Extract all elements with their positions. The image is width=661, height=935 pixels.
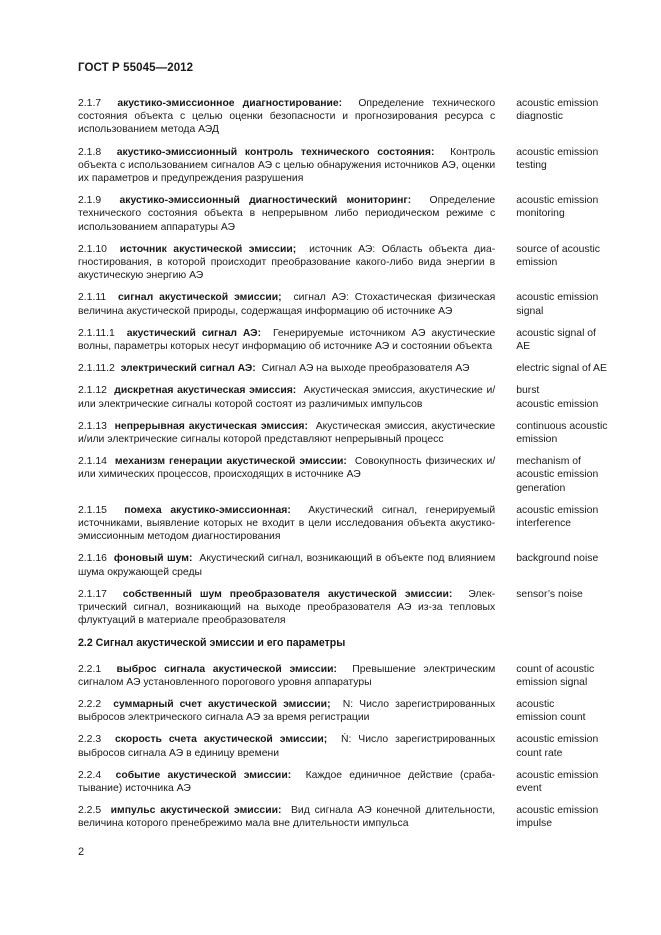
- term-name: скорость счета акустической эмиссии;: [114, 734, 328, 746]
- term-name: источник акустической эмиссии;: [119, 243, 297, 255]
- term-number: 2.2.2: [78, 698, 102, 710]
- term-entry: [78, 552, 634, 578]
- english-equivalent: acoustic emission impulse: [516, 805, 599, 830]
- section-heading: 2.2 Сигнал акустической эмиссии и его параметры: [78, 636, 346, 649]
- term-number: 2.1.13: [78, 420, 107, 432]
- english-equivalent: electric signal of AE: [516, 363, 607, 375]
- english-equivalent: acoustic emission count rate: [516, 734, 599, 759]
- term-definition: [78, 384, 495, 410]
- term-entry: [78, 769, 634, 795]
- term-definition: [78, 362, 495, 375]
- term-number: 2.2.4: [78, 769, 102, 781]
- term-definition: [78, 327, 495, 353]
- terms-list-1: [78, 97, 634, 628]
- term-definition: [78, 804, 495, 830]
- term-entry: [78, 698, 634, 724]
- english-equivalent: acoustic emission interference: [516, 504, 599, 530]
- terms-list-2: [78, 663, 634, 831]
- term-definition: [78, 504, 495, 544]
- term-entry: [78, 146, 634, 186]
- term-text: Превышение электрическим сигналом АЭ установленного порогового уровня аппаратуры: [78, 663, 496, 688]
- term-definition: [78, 698, 495, 724]
- english-equivalent: source of acoustic emission: [516, 243, 600, 269]
- term-number: 2.2.5: [78, 805, 102, 817]
- term-text: Электрический сигнал, возникающий на выходе преобразователя АЭ из-за тепловых флуктуаций в материале преобразователя: [78, 588, 496, 627]
- term-text: сигнал АЭ: Стохастическая физическая величина акустической природы, содержащая информацию об источнике АЭ: [78, 292, 496, 317]
- term-number: 2.1.9: [78, 195, 102, 207]
- term-entry: [78, 733, 634, 759]
- term-definition: [78, 420, 495, 446]
- term-text: Вид сигнала АЭ конечной длительности, величина которого пренебрежимо мала вне длительности импульса: [78, 805, 496, 830]
- term-number: 2.1.12: [78, 385, 107, 397]
- term-name: акустико-эмиссионный диагностический мониторинг:: [119, 195, 412, 207]
- term-number: 2.2.1: [78, 663, 102, 675]
- english-equivalent: acoustic emission diagnostic: [516, 98, 599, 123]
- term-entry: [78, 291, 634, 317]
- term-definition: [78, 243, 495, 283]
- term-text: Каждое единичное действие (срабатывание) источника АЭ: [78, 769, 496, 794]
- english-equivalent: acoustic emission testing: [516, 146, 599, 171]
- term-text: Акустическая эмиссия, акустические и/или электрические сигналы которой состоят из различимых импульсов: [78, 385, 496, 410]
- english-equivalent: mechanism of acoustic emission generation: [516, 456, 599, 494]
- term-name: акустический сигнал АЭ:: [126, 327, 262, 339]
- term-definition: [78, 588, 495, 628]
- term-name: дискретная акустическая эмиссия:: [114, 385, 297, 397]
- term-entry: [78, 194, 634, 234]
- term-number: 2.1.8: [78, 146, 102, 158]
- term-definition: [78, 194, 495, 234]
- term-name: импульс акустической эмиссии:: [110, 805, 282, 817]
- term-name: помеха акустико-эмиссионная:: [124, 504, 291, 516]
- term-definition: [78, 769, 495, 795]
- term-entry: [78, 804, 634, 830]
- term-number: 2.1.15: [78, 504, 107, 516]
- term-entry: [78, 663, 634, 689]
- english-equivalent: sensor’s noise: [516, 588, 583, 600]
- term-entry: [78, 420, 634, 446]
- term-text: Акустический сигнал, возникающий в объекте под влиянием шума окружающей среды: [78, 553, 496, 578]
- term-name: собственный шум преобразователя акустической эмиссии:: [122, 588, 453, 600]
- document-header: ГОСТ Р 55045—2012: [78, 62, 194, 74]
- term-name: событие акустической эмиссии:: [115, 769, 292, 781]
- term-definition: [78, 146, 495, 186]
- term-entry: [78, 504, 634, 544]
- term-number: 2.1.11: [78, 292, 107, 304]
- term-number: 2.2.3: [78, 734, 102, 746]
- term-name: выброс сигнала акустической эмиссии:: [116, 663, 337, 675]
- term-text: Совокупность физических и/или химических процессов, происходящих в источнике АЭ: [78, 456, 496, 481]
- english-equivalent: acoustic emission event: [516, 769, 599, 794]
- english-equivalent: continuous acoustic emission: [516, 420, 608, 446]
- term-text: Генерируемые источником АЭ акустические волны, параметры которых несут информацию об источнике АЭ и состоянии объекта: [78, 327, 496, 353]
- english-equivalent: count of acoustic emission signal: [516, 663, 595, 688]
- term-definition: [78, 733, 495, 759]
- english-equivalent: background noise: [516, 553, 599, 565]
- term-definition: [78, 291, 495, 317]
- term-entry: [78, 362, 634, 375]
- term-name: суммарный счет акустической эмиссии;: [113, 698, 331, 710]
- term-number: 2.1.7: [78, 98, 102, 109]
- term-entry: [78, 97, 634, 137]
- term-text: Акустический сигнал, генерируемый источниками, выявление которых не входит в цели исследования объекта акустико-эмиссионным методом диагностирования: [78, 504, 496, 543]
- english-equivalent: acoustic emission monitoring: [516, 195, 599, 220]
- term-number: 2.1.11.1: [78, 327, 115, 339]
- term-definition: [78, 663, 495, 689]
- term-number: 2.1.17: [78, 588, 107, 600]
- term-text: Акустическая эмиссия, акустические и/или электрические сигналы которой представляют непрерывный процесс: [78, 420, 496, 446]
- term-name: фоновый шум:: [113, 553, 193, 565]
- term-name: механизм генерации акустической эмиссии:: [114, 456, 347, 468]
- term-entry: [78, 588, 634, 628]
- term-number: 2.1.14: [78, 456, 107, 468]
- term-text: Сигнал АЭ на выходе преобразователя АЭ: [261, 363, 470, 375]
- term-number: 2.1.10: [78, 243, 107, 255]
- page-number: 2: [78, 846, 85, 858]
- term-name: непрерывная акустическая эмиссия:: [114, 420, 308, 432]
- term-text: N: Число зарегистрированных выбросов электрического сигнала АЭ за время регистрации: [78, 698, 496, 724]
- term-definition: [78, 552, 495, 578]
- term-text: Контроль объекта с использованием сигналов АЭ с целью обнаружения источников АЭ, оценки их параметров и предупреждения разрушения: [78, 146, 496, 185]
- term-name: электрический сигнал АЭ:: [120, 363, 256, 375]
- term-definition: [78, 97, 495, 137]
- term-entry: [78, 243, 634, 283]
- term-entry: [78, 455, 634, 495]
- term-definition: [78, 455, 495, 495]
- term-text: источник АЭ: Область объекта диагностирования, в которой происходит преобразование какого-либо вида энергии в акустическую энергию АЭ: [78, 243, 496, 282]
- term-number: 2.1.16: [78, 553, 107, 565]
- english-equivalent: burst acoustic emission: [516, 385, 599, 410]
- term-entry: [78, 327, 634, 353]
- term-name: акустико-эмиссионный контроль технического состояния:: [116, 146, 435, 158]
- english-equivalent: acoustic emission signal: [516, 292, 599, 317]
- english-equivalent: acoustic signal of AE: [516, 327, 596, 353]
- term-name: сигнал акустической эмиссии;: [118, 292, 282, 304]
- term-entry: [78, 384, 634, 410]
- term-text: Определение технического состояния объекта с целью оценки безопасности и прогнозирования ресурса с использованием метода АЭД: [78, 98, 496, 136]
- term-name: акустико-эмиссионное диагностирование:: [117, 98, 343, 109]
- term-text: Определение технического состояния объекта в непрерывном либо периодическом режиме с использованием аппаратуры АЭ: [78, 195, 496, 233]
- terms-content: [78, 97, 634, 840]
- term-text: Ṅ: Число зарегистрированных выбросов сигнала АЭ в единицу времени: [78, 734, 496, 759]
- english-equivalent: acoustic emission count: [516, 698, 586, 724]
- term-number: 2.1.11.2: [78, 363, 115, 375]
